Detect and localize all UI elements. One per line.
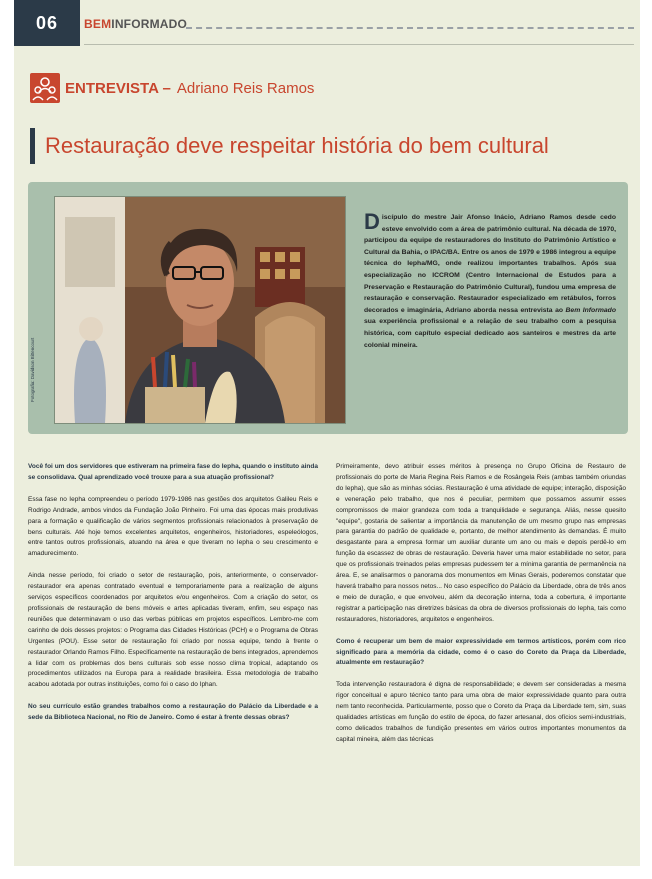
- header-dashed-rule: [186, 27, 634, 29]
- answer-1-paragraph-1: Essa fase no Iepha compreendeu o período 1979-1986 nas gestões dos arquitetos Galileu Reis e Rodrigo Andrade, ambos vindos da Fundação João Pinheiro. Foi uma das épocas mais produtivas para a formação e qualificação de vários segmentos profissionais relacionados à preservação de bens culturais. Até hoje temos excelentes arquitetos, engenheiros, historiadores, espeleólogos, entre tantos outros profissionais, atuando na área e que tiveram no Iepha o seu crescimento e amadurecimento.: [28, 495, 318, 558]
- question-2: No seu currículo estão grandes trabalhos como a restauração do Palácio da Liberdade e a sede da Biblioteca Nacional, no Rio de Janeiro. Como é estar à frente dessas obras?: [28, 703, 318, 722]
- answer-2-paragraph-1: Primeiramente, devo atribuir esses méritos à presença no Grupo Oficina de Restauro de profissionais do porte de Maria Regina Reis Ramos e de Rosângela Reis (ambas também oriundas do Iepha), que são as minhas sócias. Restauração é uma atividade de equipe; interação, disposição e veneração pelo trabalho, que nos é peculiar, permitem que possamos assumir esses compromissos de maior grandeza com toda a tranquilidade e segurança. Aliás, nesse quesito "equipe", gostaria de salientar a importância da manutenção de um mesmo grupo nas empresas para garantia do padrão de qualidade e, portanto, de melhor atendimento às demandas. É muito desgastante para a empresa formar um auxiliar durante um ano ou mais e depois perdê-lo em função da escassez de obras de restauração. Deveria haver uma maior estabilidade no setor, para que os profissionais treinados pelas empresas pudessem ter a mínima garantia de permanência na área. E, se analisarmos o panorama dos monumentos em Minas Gerais, poderemos constatar que haverá trabalho para nossos netos... No caso específico do Palácio da Liberdade, obra de três anos e meio de duração, e que envolveu, além da decoração interna, toda a cobertura, é importante registrar a participação nas diretrizes básicas da obra de diversos profissionais do Iepha, tais como restauradores, historiadores, arquitetos e engenheiros.: [336, 463, 626, 623]
- brand-part-1: BEM: [84, 17, 112, 31]
- publication-name: Bem Informado: [565, 306, 616, 314]
- left-column: [28, 462, 318, 735]
- intro-paragraph: [364, 209, 616, 351]
- page-number: 06: [14, 0, 80, 46]
- brand-part-2: INFORMADO: [111, 17, 188, 31]
- feature-box: [28, 182, 628, 434]
- drop-cap: D: [364, 209, 380, 234]
- answer-3-paragraph-1: Toda intervenção restauradora é digna de responsabilidade; e devem ser consideradas a mesma rigor conceitual e apuro técnico tanto para uma obra de maior expressividade quanto para outra nem tanto reconhecida. Particularmente, posso que o Coreto da Praça da Liberdade tem, sim, suas qualidades artísticas em função do estilo de época, do fazer artesanal, dos ofícios semi-industriais, como delicados trabalhos de fundição presentes em vários outros importantes monumentos da capital mineira, além das técnicas: [336, 681, 626, 743]
- question-1: Você foi um dos servidores que estiveram na primeira fase do Iepha, quando o instituto ainda se consolidava. Qual aprendizado você trouxe para a sua atuação profissional?: [28, 463, 318, 481]
- right-column: [336, 462, 626, 757]
- section-label: ENTREVISTA –: [65, 79, 171, 97]
- question-3: Como é recuperar um bem de maior expressividade em termos artísticos, porém com rico significado para a memória da cidade, como é o caso do Coreto da Praça da Liberdade, atualmente em restauração?: [336, 637, 626, 667]
- people-icon: [30, 73, 60, 103]
- answer-1-paragraph-2: Ainda nesse período, foi criado o setor de restauração, pois, anteriormente, o conservador-restaurador era apenas contratado eventual e temporariamente para a realização de alguns serviços específicos coordenados por arquitetos e/ou engenheiros. Com a criação do setor, os profissionais de restauração de bens móveis e artes aplicadas tiveram, enfim, seu espaço nas reuniões que determinavam o uso das verbas públicas em projetos específicos. Lembro-me com carinho de dois desses projetos: o Programa das Cidades Históricas (PCH) e o Programa de Obras Urgentes (POU). Esse setor de restauração foi criado por nossa equipe, tendo à frente o restaurador Orlando Ramos Filho. Especificamente na restauração de bens integrados, aprendemos a lidar com os problemas dos bens culturais sob esse nosso clima tropical, adaptando os procedimentos utilizados na Europa para a realidade brasileira. Essa metodologia de trabalho acabou adotada por outras instituições, como foi o caso do Iphan.: [28, 572, 318, 689]
- publication-brand: [84, 17, 187, 31]
- section-heading: [30, 72, 314, 104]
- magazine-page: [14, 0, 640, 866]
- intro-text-after: sua experiência profissional e a relação de seu trabalho com a pesquisa histórica, com capítulo especial dedicado aos santeiros e mestres da arte colonial mineira.: [364, 318, 616, 349]
- article-title-block: [30, 128, 549, 164]
- page-header: [14, 0, 640, 46]
- portrait-photo: [54, 196, 346, 424]
- intro-text-before: iscípulo do mestre Jair Afonso Inácio, Adriano Ramos desde cedo esteve envolvido com a área de patrimônio cultural. Na década de 1970, participou da equipe de restauradores do Instituto do Patrimônio Artístico e Cultural da Bahia, o IPAC/BA. Entre os anos de 1979 e 1986 integrou a equipe técnica do Iepha/MG, onde realizou importantes trabalhos. Após sua especialização no ICCROM (Centro Internacional de Estudos para a Preservação e Restauração do Patrimônio Cultural), fundou uma empresa de restauração e conservação. Restaurador especializado em retábulos, forros decorados e imaginária, Adriano aborda nessa entrevista ao: [364, 214, 616, 314]
- title-accent-bar: [30, 128, 35, 164]
- article-title: Restauração deve respeitar história do bem cultural: [45, 133, 549, 158]
- portrait-illustration: [55, 197, 345, 423]
- header-rule: [84, 44, 634, 45]
- interviewee-name: Adriano Reis Ramos: [176, 79, 315, 97]
- photo-credit: Fotografia: Davidson Bittencourt: [30, 337, 35, 402]
